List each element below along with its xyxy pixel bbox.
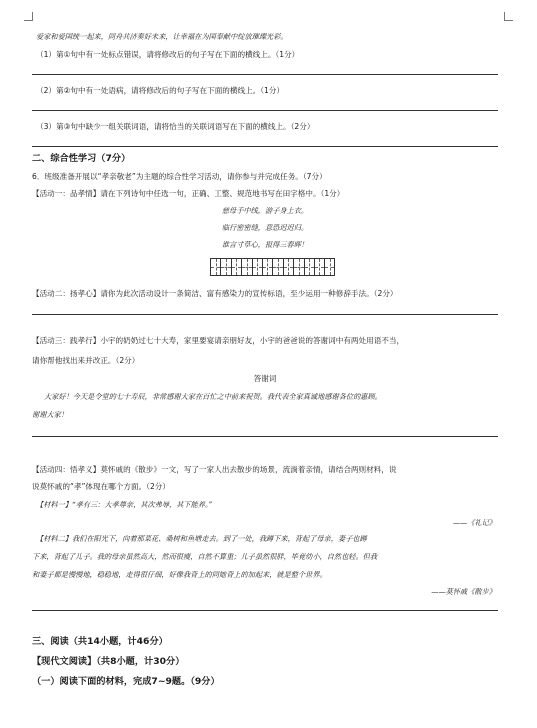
activity-3-line-2: 请你帮他找出来并改正。（2分）: [32, 356, 140, 365]
answer-line-1[interactable]: [32, 74, 498, 75]
speech-title: 答谢词: [253, 374, 277, 383]
material-2-line-2: 下来，背起了儿子。我的母亲虽然高大，然而很瘦，自然不算重；儿子虽然很胖，毕竟幼小，自然也轻。但我: [32, 552, 378, 561]
poem-line-3: 谁言寸草心，报得三春晖！: [221, 240, 309, 249]
section-2-title: 二、综合性学习（7分）: [32, 153, 131, 164]
question-3: （3）第③句中缺少一组关联词语，请将恰当的关联词语写在下面的横线上。（2分）: [36, 122, 315, 131]
grid-cell[interactable]: [272, 258, 282, 276]
question-6-intro: 6．班级准备开展以“孝亲敬老”为主题的综合性学习活动，请你参与并完成任务。（7分）: [32, 172, 327, 181]
answer-line-6[interactable]: [32, 610, 498, 611]
grid-cell[interactable]: [283, 258, 293, 276]
crop-mark-top-right: [504, 12, 513, 21]
activity-1: 【活动一：品孝情】请在下列诗句中任选一句，正确、工整、规范地书写在田字格中。（1分）: [32, 189, 345, 198]
crop-mark-top-left: [24, 12, 33, 21]
grid-cell[interactable]: [314, 258, 324, 276]
poem-line-1: 慈母手中线，游子身上衣。: [221, 206, 309, 215]
grid-cell[interactable]: [262, 258, 272, 276]
grid-cell[interactable]: [324, 258, 334, 276]
material-1-source: ——《礼记》: [452, 518, 496, 527]
speech-line-1: 大家好！今天是令堂的七十寿辰，非常感谢大家在百忙之中前来祝贺。我代表全家真诚地感谢各位的惠顾。: [44, 392, 382, 401]
speech-line-2: 谢谢大家！: [32, 410, 68, 419]
activity-4-line-1: 【活动四：悟孝义】莫怀戚的《散步》一文，写了一家人出去散步的场景，流淌着亲情，请结合两则材料，说: [32, 465, 397, 474]
question-1: （1）第①句中有一处标点错误，请将修改后的句子写在下面的横线上。（1分）: [36, 50, 300, 59]
question-2: （2）第②句中有一处语病，请将修改后的句子写在下面的横线上。（1分）: [36, 86, 285, 95]
material-1: 【材料一】“孝有三：大孝尊亲，其次弗辱，其下能养。”: [36, 500, 213, 509]
grid-cell[interactable]: [231, 258, 241, 276]
activity-4-line-2: 说莫怀戚的“孝”体现在哪个方面。（2分）: [32, 482, 170, 491]
answer-line-2[interactable]: [32, 110, 498, 111]
grid-cell[interactable]: [252, 258, 262, 276]
answer-line-5[interactable]: [32, 436, 498, 437]
answer-line-3[interactable]: [32, 146, 498, 147]
material-2-line-3: 和妻子都是慢慢地，稳稳地，走得很仔细，好像我背上的同她背上的加起来，就是整个世界。: [32, 570, 327, 579]
section-3-part-1: （一）阅读下面的材料，完成7~9题。（9分）: [32, 676, 220, 687]
material-2-line-1: 【材料二】我们在阳光下，向着那菜花、桑树和鱼塘走去。到了一处，我蹲下来，背起了母亲，妻子也蹲: [36, 534, 367, 543]
grid-cell[interactable]: [241, 258, 251, 276]
section-3-subtitle: 【现代文阅读】（共8小题，计30分）: [32, 656, 185, 667]
activity-2: 【活动二：扬孝心】请你为此次活动设计一条简洁、富有感染力的宣传标语，至少运用一种修辞手法。（2分）: [32, 289, 398, 298]
writing-grid[interactable]: [210, 258, 335, 276]
grid-cell[interactable]: [304, 258, 314, 276]
poem-line-2: 临行密密缝，意恐迟迟归。: [221, 223, 309, 232]
activity-3-line-1: 【活动三：践孝行】小宇的奶奶过七十大寿，家里要宴请亲朋好友，小宇的爸爸说的答谢词中有两处用语不当，: [32, 336, 405, 345]
grid-cell[interactable]: [293, 258, 303, 276]
material-2-source: ——莫怀戚《散步》: [431, 587, 496, 596]
answer-line-4[interactable]: [32, 314, 498, 315]
grid-cell[interactable]: [220, 258, 230, 276]
section-3-title: 三、阅读（共14小题，计46分）: [32, 636, 168, 647]
grid-cell[interactable]: [210, 258, 220, 276]
top-line: 爱家和爱国统一起来，同舟共济奏好未来，让幸福在为国奉献中绽放璀璨光彩。: [36, 32, 288, 41]
